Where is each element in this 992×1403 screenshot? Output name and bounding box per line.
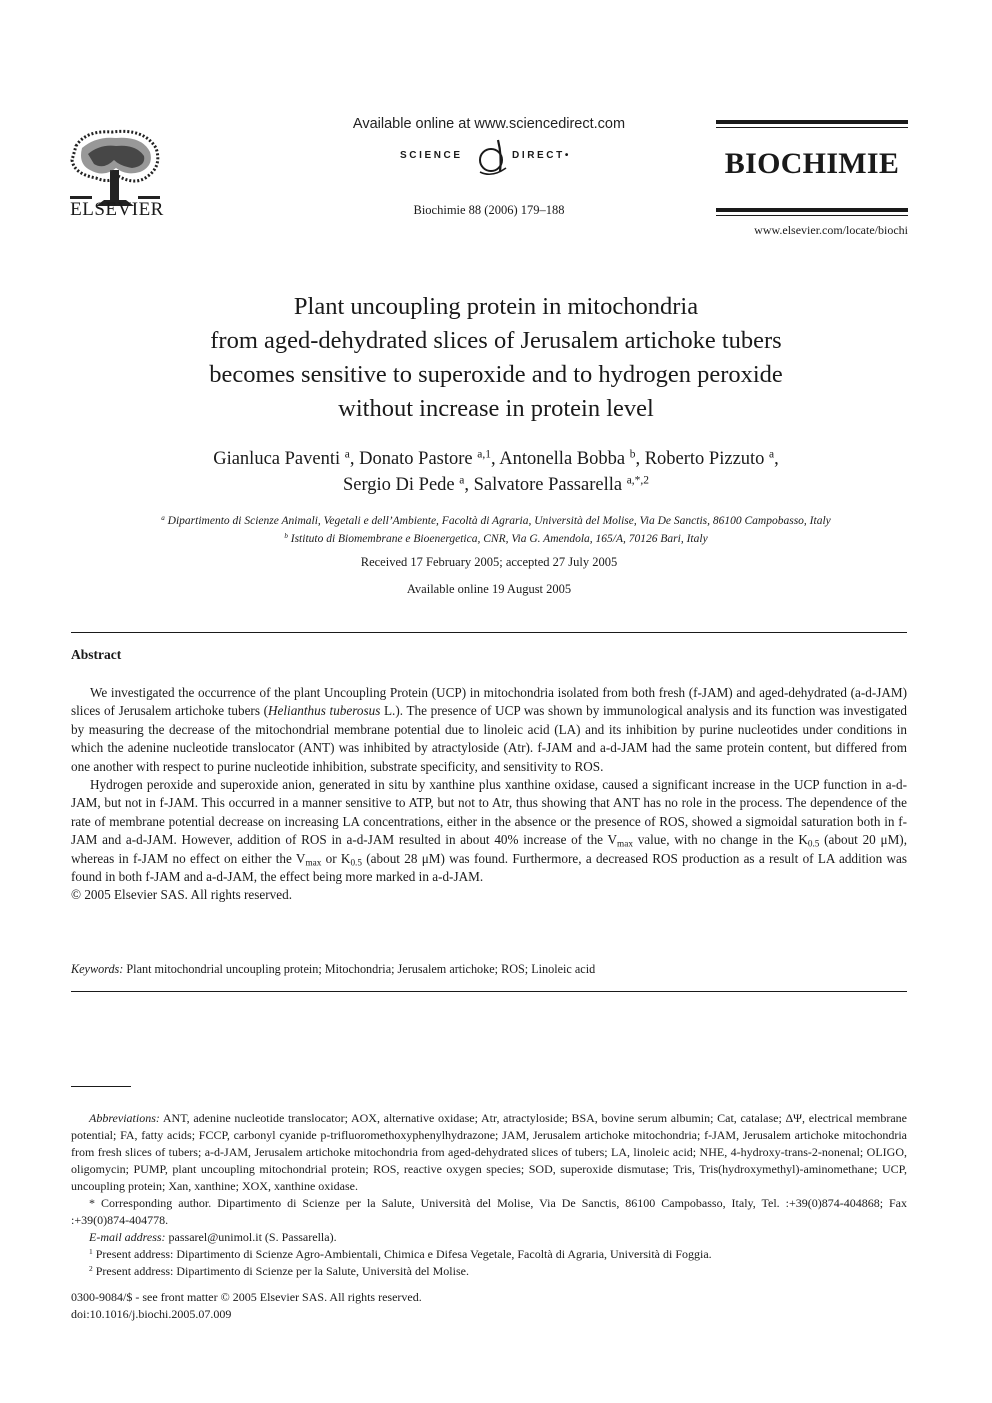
abstract-paragraph-1: We investigated the occurrence of the plant Uncoupling Protein (UCP) in mitochondria isolated from both fresh (f-JAM) and aged-dehydrated (a-d-JAM) slices of Jerusalem artichoke tubers (Helianthus tuberosus L.). The presence of UCP was shown by immunological analysis and its function was investigated by measuring the decrease of the mitochondrial membrane potential due to linoleic acid (LA) and its inhibition by purine nucleotides under conditions in which the adenine nucleotide translocator (ANT) was inhibited by atractyloside (Atr). f-JAM and a-d-JAM had the same protein content, but differed from one another with respect to purine nucleotide inhibition, substrate specificity, and sensitivity to ROS. xyxy=(71,685,907,774)
footnote-abbreviations: Abbreviations: ANT, adenine nucleotide translocator; AOX, alternative oxidase; Atr, atractyloside; BSA, bovine serum albumin; Cat, catalase; ΔΨ, electrical membrane potential; FA, fatty acids; FCCP, carbonyl cyanide p-trifluoromethoxyphenylhydrazone; JAM, Jerusalem artichoke mitochondria; f-JAM, Jerusalem artichoke mitochondria from fresh slices of tubers; a-d-JAM, Jerusalem artichoke mitochondria from aged-dehydrated slices of tubers; LA, linoleic acid; NHE, 4-hydroxy-trans-2-nonenal; OLIGO, oligomycin; PUMP, plant uncoupling mitochondrial protein; ROS, reactive oxygen species; SOD, superoxide dismutase; Tris, Tris(hydroxymethyl)-aminomethane; UCP, uncoupling protein; Xan, xanthine; XOX, xanthine oxidase. xyxy=(71,1111,907,1193)
affiliation-mark: b xyxy=(284,532,288,541)
footnotes xyxy=(71,1110,907,1280)
affiliation-item xyxy=(70,512,922,530)
title-line: Plant uncoupling protein in mitochondria xyxy=(293,293,699,320)
title-line: from aged-dehydrated slices of Jerusalem artichoke tubers xyxy=(210,327,782,354)
abstract-heading: Abstract xyxy=(71,647,122,662)
author-affiliation-mark: a xyxy=(344,448,350,461)
abstract-bottom-rule xyxy=(71,991,907,992)
doi-link[interactable]: doi:10.1016/j.biochi.2005.07.009 xyxy=(71,1307,232,1321)
affiliation-mark: a xyxy=(161,514,165,523)
journal-citation: Biochimie 88 (2006) 179–188 xyxy=(413,203,565,217)
keywords xyxy=(71,962,907,977)
abstract-top-rule xyxy=(71,632,907,633)
issn-line: 0300-9084/$ - see front matter © 2005 Elsevier SAS. All rights reserved. xyxy=(71,1290,422,1304)
received-dates: Received 17 February 2005; accepted 27 July 2005 xyxy=(360,555,618,569)
page-footer xyxy=(71,1289,422,1323)
footnote-separator xyxy=(71,1086,131,1087)
keywords-text: Plant mitochondrial uncoupling protein; Mitochondria; Jerusalem artichoke; ROS; Linoleic acid xyxy=(123,962,596,976)
sciencedirect-left-word: SCIENCE xyxy=(400,150,463,161)
journal-rule-top-thin xyxy=(716,127,908,128)
author-name[interactable]: Sergio Di Pede xyxy=(342,475,455,495)
title-line: becomes sensitive to superoxide and to hydrogen peroxide xyxy=(209,361,783,388)
available-online-date: Available online 19 August 2005 xyxy=(406,582,572,596)
article-title xyxy=(100,290,892,426)
affiliation-text: Istituto di Biomembrane e Bioenergetica, CNR, Via G. Amendola, 165/A, 70126 Bari, Italy xyxy=(290,533,708,545)
abstract-paragraph-2: Hydrogen peroxide and superoxide anion, generated in situ by xanthine plus xanthine oxidase, caused a significant increase in the UCP function in a-d-JAM, but not in f-JAM. This occurred in a manner sensitive to ATP, but not to Atr, thus showing that ANT has no role in the process. The dependence of the rate of membrane potential decrease on increasing LA concentrations, either in the absence or the presence of ROS, showed a sigmoidal saturation both in f-JAM and a-d-JAM. However, addition of ROS in a-d-JAM resulted in about 40% increase of the $V_{max}$ value, with no change in the $K_{0.5}$ (about 20 μM), whereas in f-JAM no effect on either the $V_{max}$ or $K_{0.5}$ (about 28 μM) was found. Furthermore, a decreased ROS production as a result of LA addition was found in both f-JAM and a-d-JAM, the effect being more marked in a-d-JAM. xyxy=(71,777,907,885)
journal-rule-top-thick xyxy=(716,120,908,124)
affiliation-text: Dipartimento di Scienze Animali, Vegetali e dell’Ambiente, Facoltà di Agraria, Università del Molise, Via De Sanctis, 86100 Campobasso, Italy xyxy=(167,515,831,527)
journal-rule-bottom-thin xyxy=(716,215,908,216)
footnote-email: E-mail address: passarel@unimol.it (S. Passarella). xyxy=(89,1230,337,1244)
author-name[interactable]: Salvatore Passarella xyxy=(473,475,623,495)
journal-url-link[interactable]: www.elsevier.com/locate/biochi xyxy=(754,223,908,237)
footnote-2: $^2$ Present address: Dipartimento di Scienze per la Salute, Università del Molise. xyxy=(89,1263,469,1278)
author-affiliation-mark: a xyxy=(459,474,465,487)
footnote-corresponding-author: * Corresponding author. Dipartimento di Scienze per la Salute, Università del Molise, Via De Sanctis, 86100 Campobasso, Italy, Tel. :+39(0)874-404868; Fax :+39(0)874-404778. xyxy=(71,1196,907,1227)
abstract-body xyxy=(71,684,907,905)
publisher-name: ELSEVIER xyxy=(70,199,164,220)
available-online-notice: Available online at www.sciencedirect.com xyxy=(352,116,626,132)
sciencedirect-right-word: DIRECT• xyxy=(512,150,571,161)
journal-name: BIOCHIMIE xyxy=(724,147,900,180)
affiliation-item xyxy=(70,530,922,548)
author-affiliation-mark: b xyxy=(629,448,636,461)
author-name[interactable]: Donato Pastore xyxy=(359,449,473,469)
author-list: Gianluca Paventi $^a$, Donato Pastore $^{a,1}$, Antonella Bobba $^b$, Roberto Pizzuto $^a$, Sergio Di Pede $^a$, Salvatore Passarella $^{a,*,2}$ xyxy=(213,448,779,495)
affiliations xyxy=(70,512,922,548)
author-affiliation-mark: a,1 xyxy=(477,448,491,461)
sciencedirect-d-icon xyxy=(476,138,510,176)
author-name[interactable]: Antonella Bobba xyxy=(499,449,626,469)
title-line: without increase in protein level xyxy=(338,395,654,422)
author-name[interactable]: Roberto Pizzuto xyxy=(644,449,765,469)
journal-rule-bottom-thick xyxy=(716,208,908,212)
sciencedirect-logo xyxy=(330,138,650,178)
author-affiliation-mark: a,*,2 xyxy=(626,474,650,487)
author-affiliation-mark: a xyxy=(769,448,775,461)
author-name[interactable]: Gianluca Paventi xyxy=(213,449,341,469)
abstract-copyright: © 2005 Elsevier SAS. All rights reserved. xyxy=(71,887,292,903)
footnote-1: $^1$ Present address: Dipartimento di Scienze Agro-Ambientali, Chimica e Difesa Vegetale, Facoltà di Agraria, Università di Foggia. xyxy=(89,1246,712,1261)
keywords-label: Keywords: xyxy=(71,962,124,976)
